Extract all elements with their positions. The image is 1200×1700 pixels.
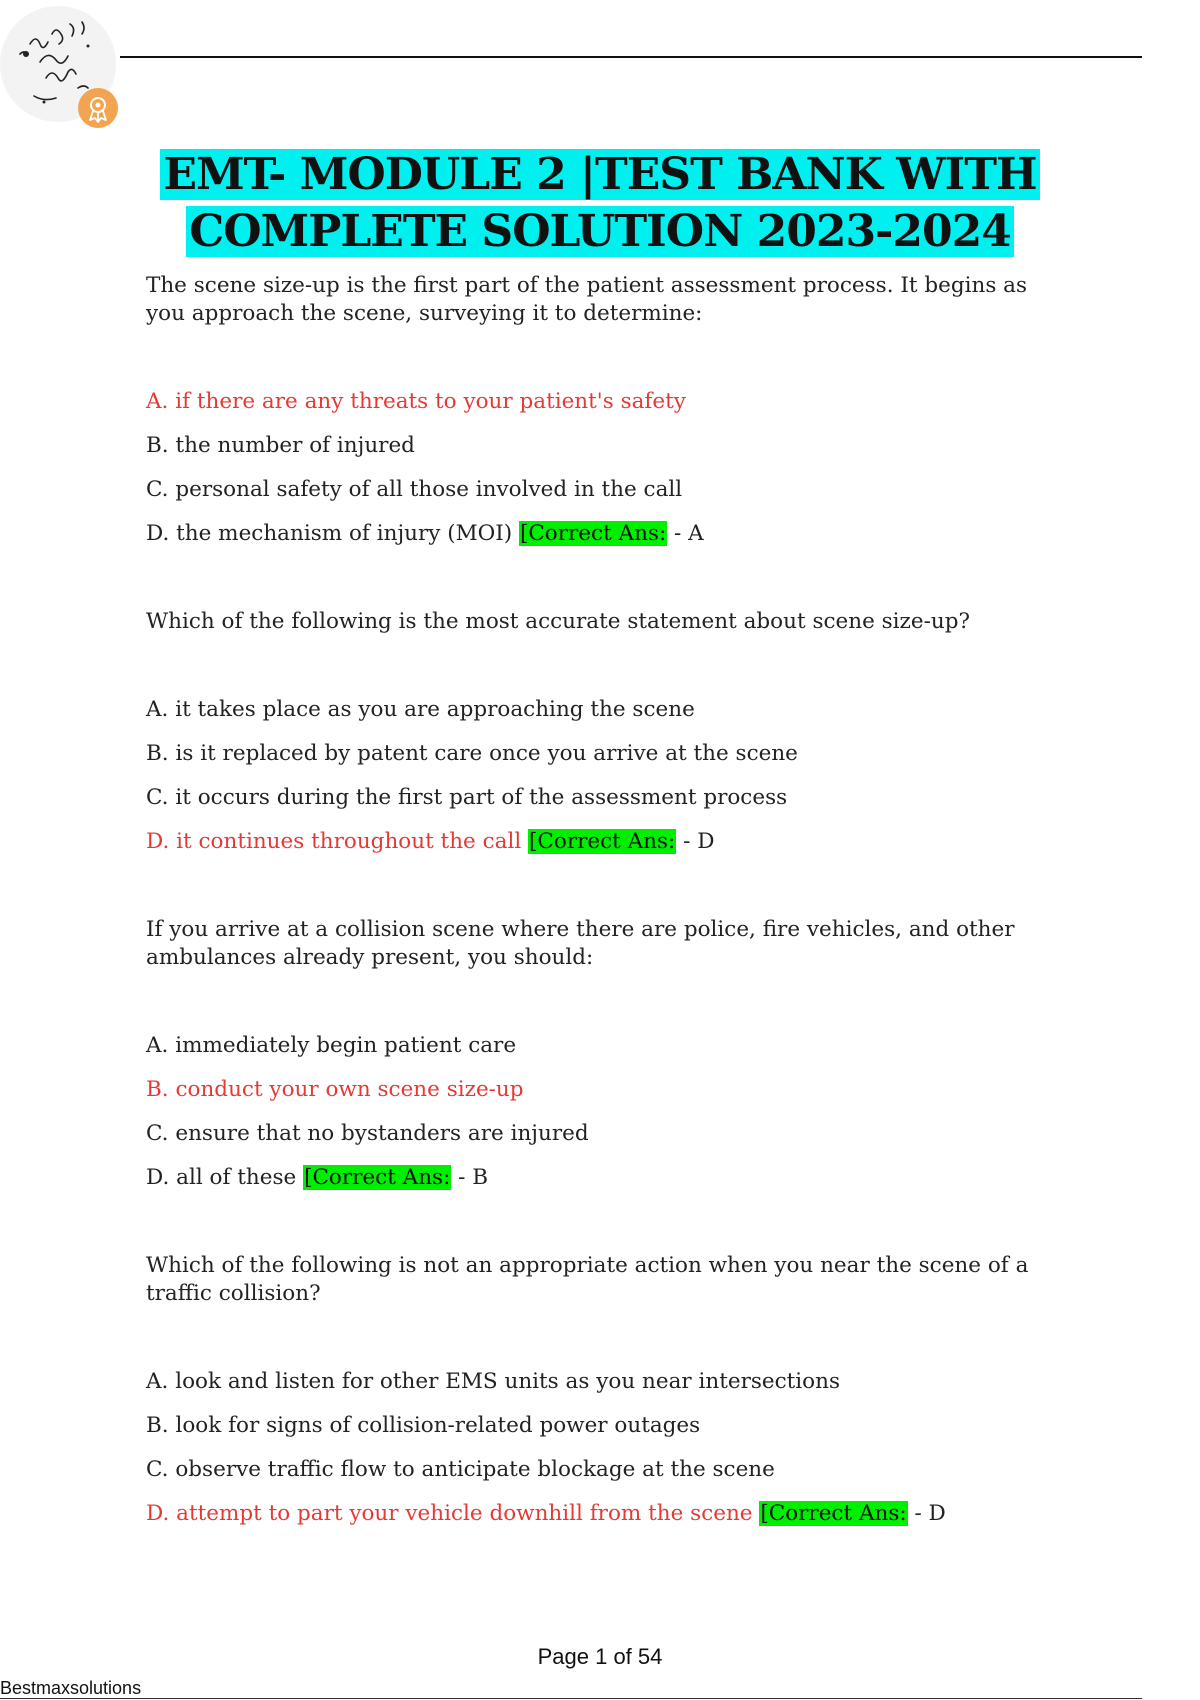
header-rule xyxy=(120,56,1142,58)
footer-brand: Bestmaxsolutions xyxy=(0,1678,142,1698)
answer-option xyxy=(146,1032,1046,1076)
option-text: B. the number of injured xyxy=(146,433,415,458)
option-text: B. look for signs of collision-related power outages xyxy=(146,1413,701,1438)
answer-option xyxy=(146,1500,1046,1544)
title-line-2: COMPLETE SOLUTION 2023-2024 xyxy=(186,206,1014,257)
option-text: B. conduct your own scene size-up xyxy=(146,1077,524,1102)
correct-answer-letter: - B xyxy=(451,1165,489,1190)
answer-option xyxy=(146,520,1046,564)
answer-option xyxy=(146,1412,1046,1456)
option-text: A. immediately begin patient care xyxy=(146,1033,517,1058)
correct-answer-tag: [Correct Ans: xyxy=(529,829,676,854)
answer-option xyxy=(146,388,1046,432)
answer-option xyxy=(146,432,1046,476)
answer-option xyxy=(146,1164,1046,1208)
option-text: D. attempt to part your vehicle downhill from the scene xyxy=(146,1501,760,1526)
page-number: Page 1 of 54 xyxy=(537,1644,663,1669)
answer-option xyxy=(146,1456,1046,1500)
option-text: D. it continues throughout the call xyxy=(146,829,529,854)
option-text: D. all of these xyxy=(146,1165,304,1190)
correct-answer-tag: [Correct Ans: xyxy=(760,1501,907,1526)
correct-answer-tag: [Correct Ans: xyxy=(304,1165,451,1190)
option-text: C. ensure that no bystanders are injured xyxy=(146,1121,589,1146)
option-text: A. it takes place as you are approaching the scene xyxy=(146,697,695,722)
question-block xyxy=(146,1252,1046,1588)
option-text: A. if there are any threats to your patient's safety xyxy=(146,389,686,414)
question-block xyxy=(146,608,1046,916)
question-text: The scene size-up is the first part of the patient assessment process. It begins as you approach the scene, surveying it to determine: xyxy=(146,273,1028,326)
answer-option xyxy=(146,696,1046,740)
correct-answer-letter: - D xyxy=(676,829,715,854)
question-text: Which of the following is not an appropriate action when you near the scene of a traffic collision? xyxy=(146,1253,1029,1306)
question-list xyxy=(146,272,1046,1588)
option-text: C. it occurs during the first part of the assessment process xyxy=(146,785,788,810)
option-text: D. the mechanism of injury (MOI) xyxy=(146,521,519,546)
correct-answer-tag: [Correct Ans: xyxy=(519,521,667,546)
answer-option xyxy=(146,784,1046,828)
footer-rule xyxy=(0,1698,1142,1699)
answer-option xyxy=(146,1120,1046,1164)
award-badge-icon xyxy=(76,86,120,130)
option-text: A. look and listen for other EMS units as you near intersections xyxy=(146,1369,841,1394)
question-block xyxy=(146,916,1046,1252)
logo xyxy=(0,4,120,124)
answer-option xyxy=(146,1368,1046,1412)
correct-answer-letter: - A xyxy=(667,521,704,546)
option-text: C. observe traffic flow to anticipate blockage at the scene xyxy=(146,1457,775,1482)
answer-option xyxy=(146,1076,1046,1120)
answer-option xyxy=(146,740,1046,784)
question-text: If you arrive at a collision scene where there are police, fire vehicles, and other ambulances already present, you should: xyxy=(146,917,1015,970)
correct-answer-letter: - D xyxy=(907,1501,946,1526)
title-line-1: EMT- MODULE 2 |TEST BANK WITH xyxy=(160,149,1039,200)
document-title xyxy=(0,146,1200,260)
question-block xyxy=(146,272,1046,608)
answer-option xyxy=(146,828,1046,872)
option-text: C. personal safety of all those involved in the call xyxy=(146,477,683,502)
answer-option xyxy=(146,476,1046,520)
question-text: Which of the following is the most accurate statement about scene size-up? xyxy=(146,609,971,634)
option-text: B. is it replaced by patent care once you arrive at the scene xyxy=(146,741,798,766)
